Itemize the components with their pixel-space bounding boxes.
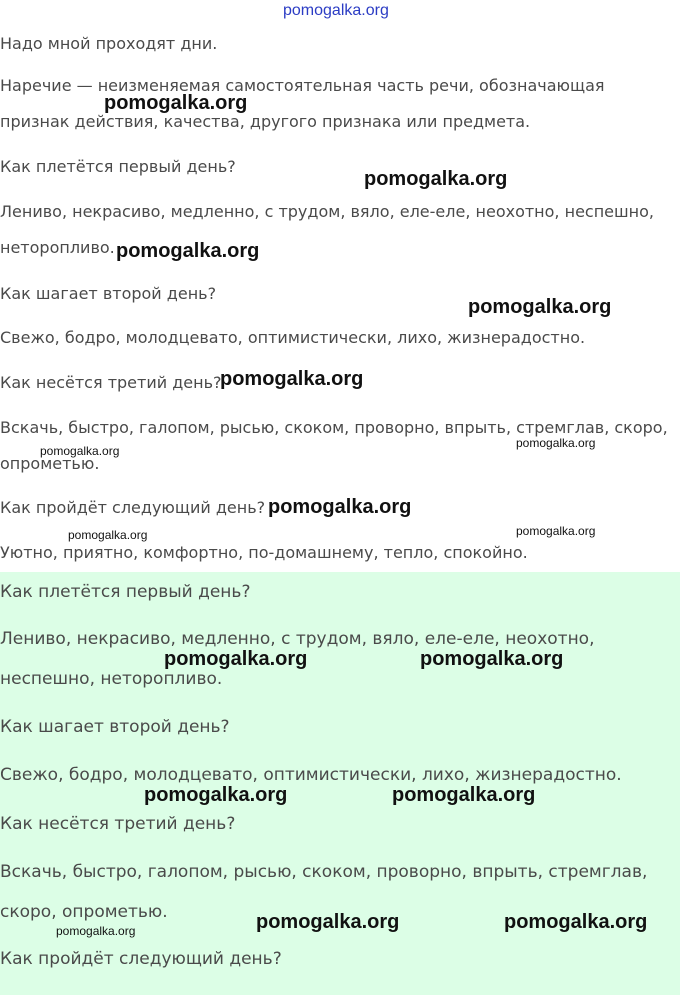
text-line: Наречие — неизменяемая самостоятельная часть речи, обозначающая — [0, 76, 605, 95]
text-line: Вскачь, быстро, галопом, рысью, скоком, проворно, впрыть, стремглав, скоро, — [0, 418, 668, 437]
watermark: pomogalka.org — [516, 524, 596, 538]
watermark: pomogalka.org — [104, 92, 248, 114]
answer-question-line: Как несётся третий день? — [0, 814, 236, 834]
watermark: pomogalka.org — [504, 911, 648, 933]
text-line: Надо мной проходят дни. — [0, 34, 218, 53]
watermark: pomogalka.org — [268, 496, 412, 518]
answer-text-line: неспешно, неторопливо. — [0, 669, 223, 689]
watermark: pomogalka.org — [144, 784, 288, 806]
text-line: Лениво, некрасиво, медленно, с трудом, вяло, еле-еле, неохотно, неспешно, — [0, 202, 654, 221]
watermark: pomogalka.org — [68, 528, 148, 542]
text-line: Свежо, бодро, молодцевато, оптимистически, лихо, жизнерадостно. — [0, 328, 586, 347]
watermark: pomogalka.org — [116, 240, 260, 262]
watermark: pomogalka.org — [468, 296, 612, 318]
watermark-top: pomogalka.org — [283, 2, 389, 19]
text-line: Уютно, приятно, комфортно, по-домашнему, тепло, спокойно. — [0, 543, 528, 562]
watermark: pomogalka.org — [256, 911, 400, 933]
answer-question-line: Как шагает второй день? — [0, 717, 230, 737]
watermark: pomogalka.org — [516, 436, 596, 450]
question-line: Как несётся третий день? — [0, 373, 222, 392]
watermark: pomogalka.org — [56, 924, 136, 938]
text-line: опрометью. — [0, 454, 100, 473]
watermark: pomogalka.org — [364, 168, 508, 190]
answer-text-line: Лениво, некрасиво, медленно, с трудом, вяло, еле-еле, неохотно, — [0, 629, 595, 649]
answer-text-line: Свежо, бодро, молодцевато, оптимистически, лихо, жизнерадостно. — [0, 765, 622, 785]
question-line: Как плетётся первый день? — [0, 157, 236, 176]
question-line: Как шагает второй день? — [0, 284, 217, 303]
watermark: pomogalka.org — [392, 784, 536, 806]
watermark: pomogalka.org — [164, 648, 308, 670]
answer-text-line: Вскачь, быстро, галопом, рысью, скоком, проворно, впрыть, стремглав, — [0, 862, 648, 882]
text-line: неторопливо. — [0, 238, 115, 257]
watermark: pomogalka.org — [40, 444, 120, 458]
watermark: pomogalka.org — [420, 648, 564, 670]
watermark: pomogalka.org — [220, 368, 364, 390]
answer-text-line: скоро, опрометью. — [0, 902, 168, 922]
answer-question-line: Как пройдёт следующий день? — [0, 949, 282, 969]
answer-question-line: Как плетётся первый день? — [0, 582, 251, 602]
text-line: признак действия, качества, другого признака или предмета. — [0, 112, 531, 131]
question-line: Как пройдёт следующий день? — [0, 498, 266, 517]
